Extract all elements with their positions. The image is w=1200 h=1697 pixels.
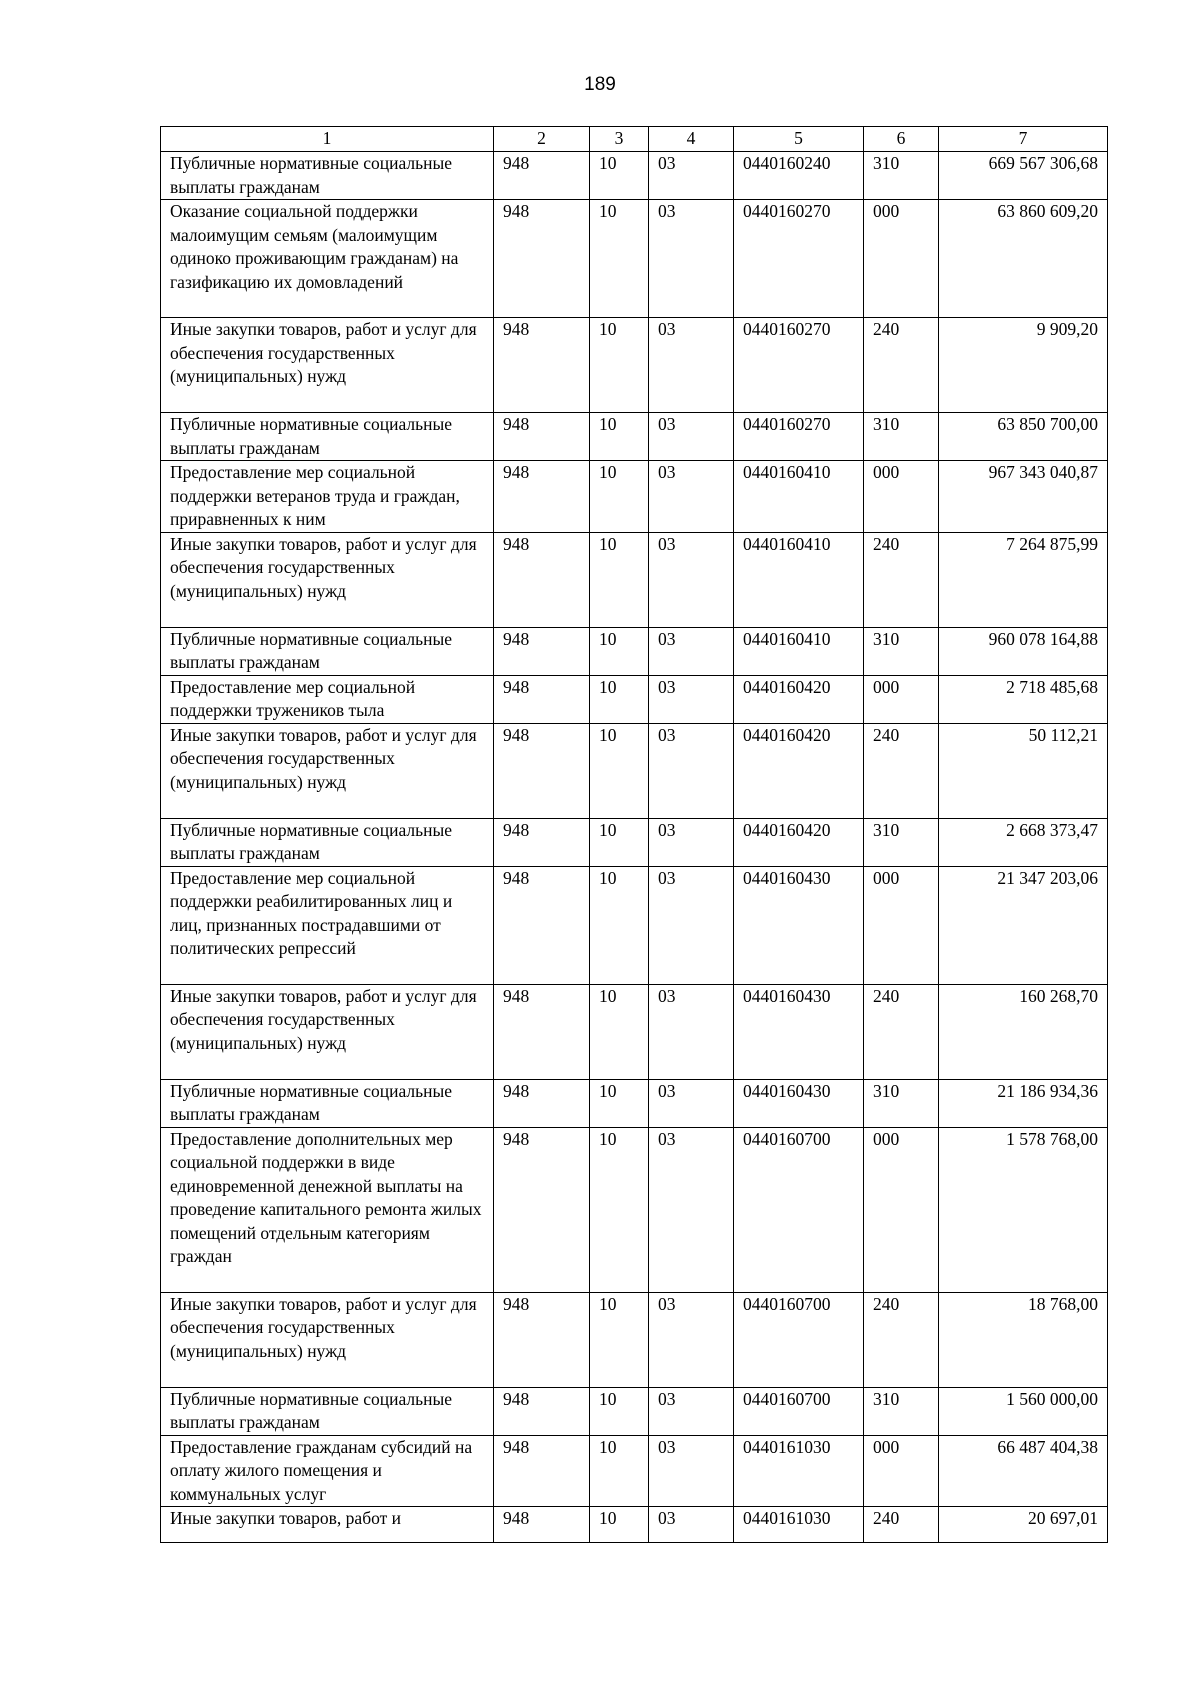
table-row: [161, 818, 1108, 866]
amount-cell: 20 697,01: [939, 1507, 1108, 1543]
target-article-cell: 0440161030: [734, 1507, 864, 1543]
expense-type-cell: 310: [864, 1387, 939, 1435]
row-name-cell: Публичные нормативные социальные выплаты гражданам: [161, 627, 494, 675]
target-article-cell: 0440160420: [734, 723, 864, 818]
expense-type-cell: 000: [864, 1127, 939, 1292]
amount-cell: 63 860 609,20: [939, 200, 1108, 318]
subsection-cell: 03: [649, 532, 734, 627]
section-cell: 10: [590, 1127, 649, 1292]
amount-cell: 960 078 164,88: [939, 627, 1108, 675]
column-header: 6: [864, 127, 939, 152]
expense-type-cell: 000: [864, 675, 939, 723]
row-name-cell: Иные закупки товаров, работ и услуг для обеспечения государственных (муниципальных) нужд: [161, 1292, 494, 1387]
subsection-cell: 03: [649, 1435, 734, 1507]
ministry-code-cell: 948: [494, 413, 590, 461]
expense-type-cell: 000: [864, 461, 939, 533]
row-name-cell: Публичные нормативные социальные выплаты гражданам: [161, 1079, 494, 1127]
section-cell: 10: [590, 723, 649, 818]
section-cell: 10: [590, 675, 649, 723]
ministry-code-cell: 948: [494, 1435, 590, 1507]
row-name-cell: Публичные нормативные социальные выплаты гражданам: [161, 818, 494, 866]
amount-cell: 967 343 040,87: [939, 461, 1108, 533]
table-row: [161, 1507, 1108, 1543]
row-name-cell: Публичные нормативные социальные выплаты гражданам: [161, 1387, 494, 1435]
target-article-cell: 0440160420: [734, 818, 864, 866]
target-article-cell: 0440160430: [734, 984, 864, 1079]
amount-cell: 18 768,00: [939, 1292, 1108, 1387]
expense-type-cell: 000: [864, 1435, 939, 1507]
subsection-cell: 03: [649, 461, 734, 533]
table-row: [161, 675, 1108, 723]
target-article-cell: 0440160430: [734, 866, 864, 984]
expense-type-cell: 310: [864, 627, 939, 675]
amount-cell: 50 112,21: [939, 723, 1108, 818]
section-cell: 10: [590, 318, 649, 413]
column-header: 4: [649, 127, 734, 152]
expense-type-cell: 240: [864, 723, 939, 818]
table-row: [161, 1387, 1108, 1435]
subsection-cell: 03: [649, 152, 734, 200]
section-cell: 10: [590, 532, 649, 627]
amount-cell: 2 668 373,47: [939, 818, 1108, 866]
column-header: 5: [734, 127, 864, 152]
subsection-cell: 03: [649, 318, 734, 413]
ministry-code-cell: 948: [494, 461, 590, 533]
expense-type-cell: 310: [864, 152, 939, 200]
expense-type-cell: 310: [864, 413, 939, 461]
row-name-cell: Предоставление мер социальной поддержки реабилитированных лиц и лиц, признанных пострадавшими от политических репрессий: [161, 866, 494, 984]
column-header: 2: [494, 127, 590, 152]
ministry-code-cell: 948: [494, 200, 590, 318]
target-article-cell: 0440160240: [734, 152, 864, 200]
table-row: [161, 866, 1108, 984]
page-number: 189: [584, 74, 616, 95]
table-row: [161, 532, 1108, 627]
ministry-code-cell: 948: [494, 1387, 590, 1435]
expense-type-cell: 000: [864, 866, 939, 984]
expense-type-cell: 310: [864, 1079, 939, 1127]
subsection-cell: 03: [649, 413, 734, 461]
section-cell: 10: [590, 413, 649, 461]
section-cell: 10: [590, 866, 649, 984]
ministry-code-cell: 948: [494, 675, 590, 723]
row-name-cell: Иные закупки товаров, работ и услуг для обеспечения государственных (муниципальных) нужд: [161, 984, 494, 1079]
amount-cell: 66 487 404,38: [939, 1435, 1108, 1507]
expense-type-cell: 240: [864, 1507, 939, 1543]
target-article-cell: 0440160430: [734, 1079, 864, 1127]
ministry-code-cell: 948: [494, 1507, 590, 1543]
table-row: [161, 984, 1108, 1079]
section-cell: 10: [590, 818, 649, 866]
expense-type-cell: 240: [864, 984, 939, 1079]
amount-cell: 1 578 768,00: [939, 1127, 1108, 1292]
table-header-row: [161, 127, 1108, 152]
target-article-cell: 0440160420: [734, 675, 864, 723]
subsection-cell: 03: [649, 984, 734, 1079]
section-cell: 10: [590, 152, 649, 200]
subsection-cell: 03: [649, 627, 734, 675]
table-row: [161, 200, 1108, 318]
target-article-cell: 0440161030: [734, 1435, 864, 1507]
target-article-cell: 0440160700: [734, 1387, 864, 1435]
subsection-cell: 03: [649, 200, 734, 318]
ministry-code-cell: 948: [494, 318, 590, 413]
amount-cell: 63 850 700,00: [939, 413, 1108, 461]
ministry-code-cell: 948: [494, 818, 590, 866]
table-row: [161, 723, 1108, 818]
amount-cell: 2 718 485,68: [939, 675, 1108, 723]
amount-cell: 669 567 306,68: [939, 152, 1108, 200]
table-row: [161, 627, 1108, 675]
target-article-cell: 0440160270: [734, 413, 864, 461]
row-name-cell: Иные закупки товаров, работ и услуг для обеспечения государственных (муниципальных) нужд: [161, 318, 494, 413]
ministry-code-cell: 948: [494, 984, 590, 1079]
row-name-cell: Предоставление мер социальной поддержки тружеников тыла: [161, 675, 494, 723]
subsection-cell: 03: [649, 723, 734, 818]
section-cell: 10: [590, 1435, 649, 1507]
subsection-cell: 03: [649, 866, 734, 984]
table-row: [161, 1435, 1108, 1507]
subsection-cell: 03: [649, 1292, 734, 1387]
subsection-cell: 03: [649, 675, 734, 723]
column-header: 1: [161, 127, 494, 152]
section-cell: 10: [590, 627, 649, 675]
target-article-cell: 0440160270: [734, 200, 864, 318]
row-name-cell: Публичные нормативные социальные выплаты гражданам: [161, 413, 494, 461]
amount-cell: 160 268,70: [939, 984, 1108, 1079]
ministry-code-cell: 948: [494, 532, 590, 627]
section-cell: 10: [590, 200, 649, 318]
ministry-code-cell: 948: [494, 1079, 590, 1127]
section-cell: 10: [590, 1079, 649, 1127]
table-row: [161, 1127, 1108, 1292]
expense-type-cell: 240: [864, 1292, 939, 1387]
ministry-code-cell: 948: [494, 152, 590, 200]
subsection-cell: 03: [649, 818, 734, 866]
column-header: 7: [939, 127, 1108, 152]
section-cell: 10: [590, 1292, 649, 1387]
table-row: [161, 152, 1108, 200]
amount-cell: 21 186 934,36: [939, 1079, 1108, 1127]
row-name-cell: Предоставление дополнительных мер социальной поддержки в виде единовременной денежной выплаты на проведение капитального ремонта жилых помещений отдельным категориям граждан: [161, 1127, 494, 1292]
amount-cell: 7 264 875,99: [939, 532, 1108, 627]
ministry-code-cell: 948: [494, 723, 590, 818]
expense-type-cell: 240: [864, 318, 939, 413]
amount-cell: 9 909,20: [939, 318, 1108, 413]
column-header: 3: [590, 127, 649, 152]
section-cell: 10: [590, 1507, 649, 1543]
section-cell: 10: [590, 461, 649, 533]
ministry-code-cell: 948: [494, 627, 590, 675]
budget-table: [160, 126, 1108, 1543]
target-article-cell: 0440160700: [734, 1127, 864, 1292]
ministry-code-cell: 948: [494, 866, 590, 984]
section-cell: 10: [590, 1387, 649, 1435]
target-article-cell: 0440160700: [734, 1292, 864, 1387]
section-cell: 10: [590, 984, 649, 1079]
row-name-cell: Оказание социальной поддержки малоимущим семьям (малоимущим одиноко проживающим гражданам) на газификацию их домовладений: [161, 200, 494, 318]
table-row: [161, 413, 1108, 461]
row-name-cell: Предоставление мер социальной поддержки ветеранов труда и граждан, приравненных к ним: [161, 461, 494, 533]
subsection-cell: 03: [649, 1079, 734, 1127]
subsection-cell: 03: [649, 1507, 734, 1543]
target-article-cell: 0440160410: [734, 532, 864, 627]
row-name-cell: Предоставление гражданам субсидий на оплату жилого помещения и коммунальных услуг: [161, 1435, 494, 1507]
target-article-cell: 0440160410: [734, 461, 864, 533]
row-name-cell: Публичные нормативные социальные выплаты гражданам: [161, 152, 494, 200]
table-row: [161, 1079, 1108, 1127]
subsection-cell: 03: [649, 1387, 734, 1435]
amount-cell: 1 560 000,00: [939, 1387, 1108, 1435]
expense-type-cell: 310: [864, 818, 939, 866]
ministry-code-cell: 948: [494, 1292, 590, 1387]
amount-cell: 21 347 203,06: [939, 866, 1108, 984]
row-name-cell: Иные закупки товаров, работ и услуг для обеспечения государственных (муниципальных) нужд: [161, 532, 494, 627]
expense-type-cell: 000: [864, 200, 939, 318]
subsection-cell: 03: [649, 1127, 734, 1292]
row-name-cell: Иные закупки товаров, работ и услуг для обеспечения государственных (муниципальных) нужд: [161, 723, 494, 818]
expense-type-cell: 240: [864, 532, 939, 627]
row-name-cell: Иные закупки товаров, работ и: [161, 1507, 494, 1543]
table-row: [161, 1292, 1108, 1387]
table-row: [161, 318, 1108, 413]
target-article-cell: 0440160270: [734, 318, 864, 413]
table-row: [161, 461, 1108, 533]
target-article-cell: 0440160410: [734, 627, 864, 675]
ministry-code-cell: 948: [494, 1127, 590, 1292]
